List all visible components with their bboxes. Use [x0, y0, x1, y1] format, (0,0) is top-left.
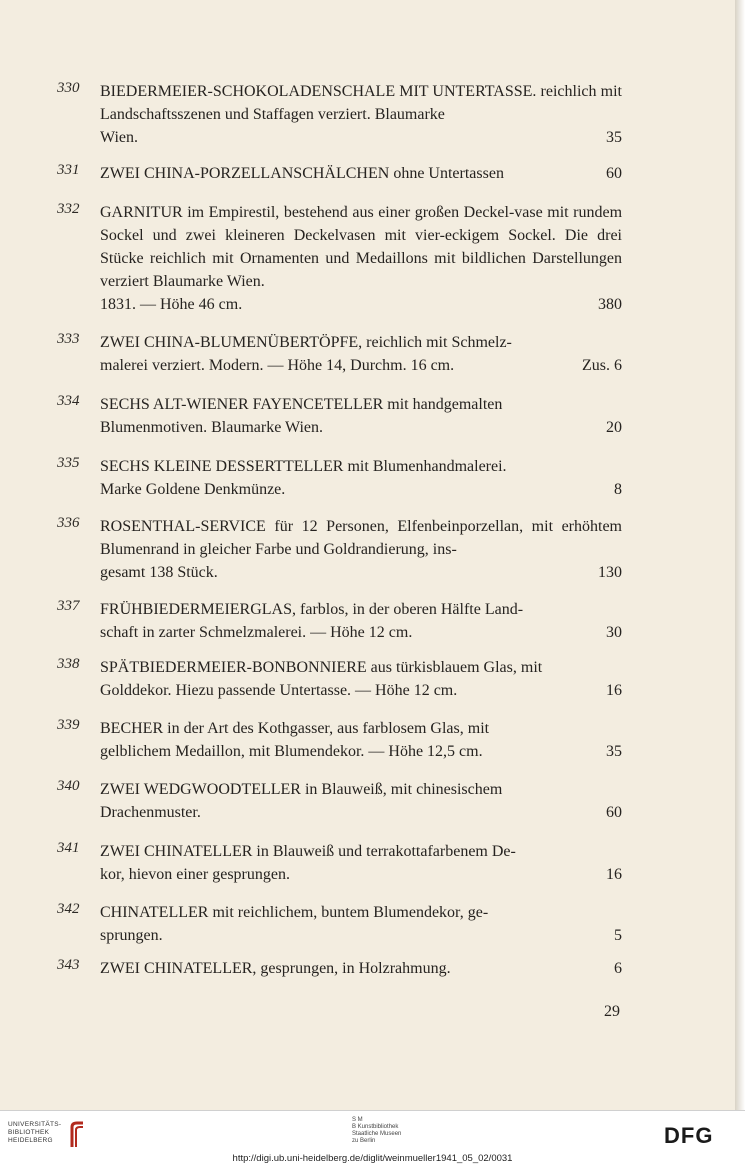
- lot-description: [100, 455, 622, 501]
- lot-price: 30: [606, 624, 622, 641]
- lot-description: [100, 598, 622, 644]
- library-line: UNIVERSITÄTS-: [8, 1121, 62, 1128]
- lot-price: 380: [598, 296, 622, 313]
- lot-tail: Golddekor. Hiezu passende Untertasse. — Höhe 12 cm.: [100, 682, 458, 699]
- lot-tail: 1831. — Höhe 46 cm.: [100, 296, 243, 313]
- museum-stamp: [352, 1117, 401, 1145]
- lot-title: ZWEI CHINA-PORZELLANSCHÄLCHEN: [100, 165, 390, 182]
- lot-title: SPÄTBIEDERMEIER-BONBONNIERE: [100, 659, 367, 676]
- lot-tail: Blumenmotiven. Blaumarke Wien.: [100, 419, 324, 436]
- lot-description: [100, 162, 622, 185]
- lot-tail: Wien.: [100, 129, 139, 146]
- lot-description: [100, 515, 622, 584]
- lot-title: FRÜHBIEDERMEIERGLAS,: [100, 601, 297, 618]
- lot-number: 334: [57, 393, 80, 409]
- lot-price: 130: [598, 564, 622, 581]
- lot-number: 342: [57, 901, 80, 917]
- lot-tail: gesprungen, in Holzrahmung.: [260, 960, 451, 977]
- lot-tail: gelblichem Medaillon, mit Blumendekor. — Höhe 12,5 cm.: [100, 743, 483, 760]
- lot-description: [100, 331, 622, 377]
- stamp-line: zu Berlin: [352, 1138, 376, 1144]
- lot-number: 337: [57, 598, 80, 614]
- lot-tail: sprungen.: [100, 927, 163, 944]
- lot-description: [100, 80, 622, 149]
- lot-tail: Drachenmuster.: [100, 804, 201, 821]
- lot-number: 331: [57, 162, 80, 178]
- lot-description: [100, 717, 622, 763]
- lot-title: ZWEI WEDGWOODTELLER: [100, 781, 301, 798]
- lot-body: reichlich mit Schmelz-: [366, 334, 512, 351]
- library-line: HEIDELBERG: [8, 1137, 53, 1144]
- lot-title: ZWEI CHINA-BLUMENÜBERTÖPFE,: [100, 334, 363, 351]
- stamp-line: S M: [352, 1117, 363, 1123]
- lot-price: 5: [614, 927, 622, 944]
- library-line: BIBLIOTHEK: [8, 1129, 50, 1136]
- lot-description: [100, 957, 622, 980]
- lot-title: BIEDERMEIER-SCHOKOLADENSCHALE MIT UNTERTASSE.: [100, 83, 537, 100]
- lot-tail: gesamt 138 Stück.: [100, 564, 218, 581]
- lot-price: 8: [614, 481, 622, 498]
- lot-body: reichlich mit Landschaftsszenen und Staffagen verziert. Blaumarke: [100, 83, 622, 123]
- lot-body: farblos, in der oberen Hälfte Land-: [300, 601, 524, 618]
- lot-price: 16: [606, 866, 622, 883]
- digitization-footer: [0, 1110, 745, 1167]
- lot-title: SECHS ALT-WIENER FAYENCETELLER: [100, 396, 384, 413]
- lot-number: 332: [57, 201, 80, 217]
- lot-description: [100, 778, 622, 824]
- stamp-line: Staatliche Museen: [352, 1131, 402, 1137]
- lot-number: 339: [57, 717, 80, 733]
- lot-tail: ohne Untertassen: [393, 165, 504, 182]
- lot-body: mit Blumenhandmalerei.: [347, 458, 507, 475]
- lot-title: GARNITUR: [100, 204, 183, 221]
- lot-title: CHINATELLER: [100, 904, 209, 921]
- lot-number: 338: [57, 656, 80, 672]
- lot-number: 333: [57, 331, 80, 347]
- lot-body: in Blauweiß und terrakottafarbenem De-: [256, 843, 516, 860]
- lot-number: 335: [57, 455, 80, 471]
- page-number: 29: [604, 1003, 620, 1020]
- library-logo-icon: [68, 1121, 86, 1151]
- lot-body: aus türkisblauem Glas, mit: [370, 659, 543, 676]
- lot-price: 60: [606, 165, 622, 182]
- lot-title: ZWEI CHINATELLER: [100, 843, 253, 860]
- lot-title: ZWEI CHINATELLER,: [100, 960, 257, 977]
- lot-description: [100, 201, 622, 316]
- lot-number: 340: [57, 778, 80, 794]
- lot-number: 341: [57, 840, 80, 856]
- lot-body: für 12 Personen, Elfenbeinporzellan, mit erhöhtem Blumenrand in gleicher Farbe und Goldrandierung, ins-: [100, 518, 622, 558]
- lot-body: mit reichlichem, buntem Blumendekor, ge-: [212, 904, 489, 921]
- lot-description: [100, 393, 622, 439]
- library-name: [8, 1121, 61, 1145]
- lot-price: 16: [606, 682, 622, 699]
- lot-body: in der Art des Kothgasser, aus farblosem Glas, mit: [167, 720, 490, 737]
- lot-price: 6: [614, 960, 622, 977]
- lot-price: 35: [606, 743, 622, 760]
- lot-number: 343: [57, 957, 80, 973]
- source-url[interactable]: http://digi.ub.uni-heidelberg.de/diglit/weinmueller1941_05_02/0031: [232, 1153, 513, 1164]
- lot-title: ROSENTHAL-SERVICE: [100, 518, 266, 535]
- lot-tail: malerei verziert. Modern. — Höhe 14, Durchm. 16 cm.: [100, 357, 455, 374]
- lot-body: mit handgemalten: [387, 396, 503, 413]
- lot-price: Zus. 6: [582, 357, 622, 374]
- lot-title: SECHS KLEINE DESSERTTELLER: [100, 458, 344, 475]
- lot-tail: schaft in zarter Schmelzmalerei. — Höhe 12 cm.: [100, 624, 413, 641]
- lot-tail: Marke Goldene Denkmünze.: [100, 481, 286, 498]
- lot-tail: kor, hievon einer gesprungen.: [100, 866, 290, 883]
- lot-title: BECHER: [100, 720, 164, 737]
- lot-description: [100, 840, 622, 886]
- lot-price: 35: [606, 129, 622, 146]
- lot-description: [100, 656, 622, 702]
- lot-price: 60: [606, 804, 622, 821]
- lot-body: in Blauweiß, mit chinesischem: [304, 781, 503, 798]
- lot-price: 20: [606, 419, 622, 436]
- dfg-logo: DFG: [664, 1123, 714, 1148]
- stamp-line: B Kunstbibliothek: [352, 1124, 399, 1130]
- lot-description: [100, 901, 622, 947]
- lot-number: 330: [57, 80, 80, 96]
- lot-number: 336: [57, 515, 80, 531]
- lot-body: im Empirestil, bestehend aus einer großen Deckel-vase mit rundem Sockel und zwei kleineren Deckelvasen mit vier-eckigem Sockel. Die drei Stücke reichlich mit Ornamenten und Medaillons mit bildlichen Darstellungen verziert Blaumarke Wien.: [100, 204, 623, 290]
